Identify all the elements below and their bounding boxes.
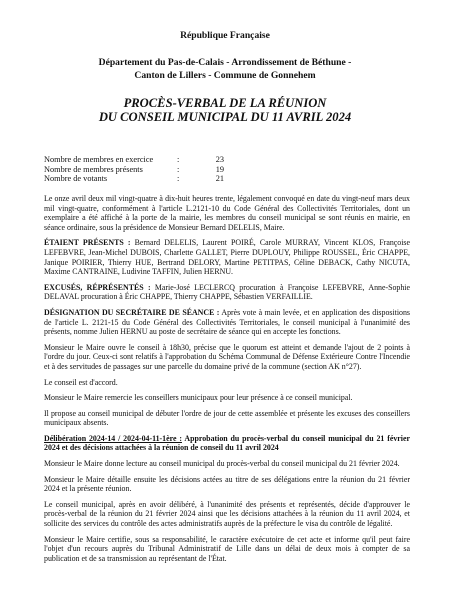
propose-paragraph: Il propose au conseil municipal de débuter l'ordre de jour de cette assemblée et présente les excuses des conseillers municipaux absents. [44, 408, 410, 428]
count-value: 21 [215, 174, 224, 184]
excuses-text: Marie-José LECLERCQ procuration à Françoise LEFEBVRE, Anne-Sophie DELAVAL procuration à Éric CHAPPE, Thierry CHAPPE, Sébastien VERFAILLIE. [44, 282, 411, 302]
deliberation-text: Approbation du procès-verbal du conseil municipal du 21 février 2024 et des décisions attachées à la réunion de conseil du 11 avril 2024 [44, 433, 410, 453]
member-counts [44, 155, 224, 184]
administrative-heading [0, 56, 450, 82]
count-separator: : [177, 164, 180, 174]
excuses-paragraph [44, 283, 410, 302]
accord-paragraph: Le conseil est d'accord. [44, 377, 118, 387]
count-separator: : [177, 155, 180, 164]
lecture-paragraph: Monsieur le Maire donne lecture au conseil municipal du procès-verbal du conseil municipal du 21 février 2024. [44, 459, 400, 469]
minutes-body [44, 194, 410, 569]
country-heading: République Française [180, 30, 270, 41]
count-label: Nombre de membres en exercice [44, 155, 154, 164]
count-row [44, 165, 224, 175]
count-label: Nombre de membres présents [44, 164, 143, 174]
count-label: Nombre de votants [44, 174, 108, 184]
count-value: 23 [215, 155, 224, 164]
count-value: 19 [215, 164, 224, 174]
count-row [44, 155, 224, 165]
presents-paragraph [44, 238, 410, 276]
excuses-label: EXCUSÉS, RÉPRÉSENTÉS : [44, 282, 151, 292]
secretaire-paragraph [44, 308, 410, 337]
deliberation-heading [44, 434, 410, 453]
secretaire-text: Après vote à main levée, et en application des dispositions de l'article L. 2121-15 du Code Général des Collectivités Territoriales, le conseil municipal à l'unanimité des présents, nomme Julien HERNU au poste de secrétaire de séance qui en accepte les fonctions. [44, 307, 411, 337]
title-line-2: DU CONSEIL MUNICIPAL DU 11 AVRIL 2024 [98, 110, 352, 124]
secretaire-label: DÉSIGNATION DU SECRÉTAIRE DE SÉANCE : [44, 307, 220, 317]
count-row [44, 174, 224, 184]
deliberation-label: Délibération 2024-14 / 2024-04-11-1ère : [44, 433, 182, 443]
document-title [0, 96, 450, 124]
administrative-line-1: Département du Pas-de-Calais - Arrondissement de Béthune - [98, 57, 352, 68]
certifie-paragraph: Monsieur le Maire certifie, sous sa responsabilité, le caractère exécutoire de cet acte et informe qu'il peut faire l'objet d'un recours auprès du Tribunal Administratif de Lille dans un délai de deux mois à compter de sa publication et de sa transmission au représentant de l'État. [44, 534, 410, 563]
intro-paragraph: Le onze avril deux mil vingt-quatre à dix-huit heures trente, légalement convoqué en date du vingt-neuf mars deux mil vingt-quatre, conformément à l'article L.2121-10 du Code Général des Collectivités Territoriales, dont un exemplaire a été affiché à la porte de la mairie, les membres du conseil municipal se sont réunis en mairie, en séance ordinaire, sous la présidence de Monsieur Bernard DELELIS, Maire. [44, 194, 410, 232]
presents-text: Bernard DELELIS, Laurent POIRÉ, Carole MURRAY, Vincent KLOS, Françoise LEFEBVRE, Jean-Michel DUBOIS, Charlette GALLET, Pierre DUPLOUY, Philippe ROUSSEL, Éric CHAPPE, Janique POIRIER, Thierry HUE, Bertrand DELORY, Martine PETITPAS, Céline DEBACK, Cathy NICUTA, Maxime CANTRAINE, Ludivine TAFFIN, Julien HERNU. [44, 238, 410, 277]
remercie-paragraph: Monsieur le Maire remercie les conseillers municipaux pour leur présence à ce conseil municipal. [44, 393, 353, 403]
approuve-paragraph: Le conseil municipal, après en avoir délibéré, à l'unanimité des présents et représentés, décide d'approuver le procès-verbal de la réunion du 21 février 2024 ainsi que les décisions attachées à la réunion du 11 avril 2024, et sollicite des services du contrôle des actes administratifs auprès de la préfecture le visa du contrôle de légalité. [44, 499, 410, 529]
count-separator: : [177, 174, 180, 184]
title-line-1: PROCÈS-VERBAL DE LA RÉUNION [123, 96, 327, 110]
administrative-line-2: Canton de Lillers - Commune de Gonnehem [134, 70, 316, 81]
ouverture-paragraph: Monsieur le Maire ouvre le conseil à 18h30, précise que le quorum est atteint et demande l'ajout de 2 points à l'ordre du jour. Ceux-ci sont relatifs à l'approbation du Schéma Communal de Défense Extérieure Contre l'Incendie et à des servitudes de passages sur une parcelle du domaine privé de la commune (section AK n°27). [44, 342, 410, 371]
presents-label: ÉTAIENT PRÉSENTS : [44, 238, 131, 248]
detaille-paragraph: Monsieur le Maire détaille ensuite les décisions actées au titre de ses délégations entre la réunion du 21 février 2024 et la présente réunion. [44, 474, 410, 494]
